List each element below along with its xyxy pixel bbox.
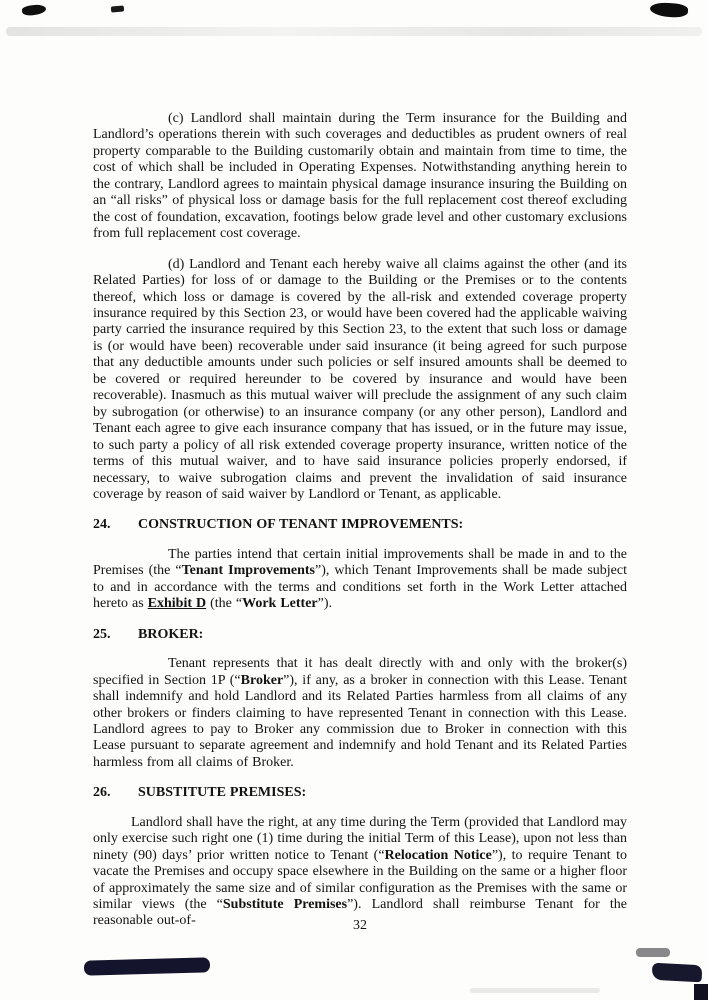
scan-artifact-bottom-mark	[636, 948, 670, 957]
page-number: 32	[353, 918, 367, 933]
text-segment: (the “	[206, 596, 243, 612]
text-segment: ”).	[317, 596, 333, 612]
section-25-heading	[93, 627, 627, 643]
paragraph-c: (c) Landlord shall maintain during the Term insurance for the Building and Landlord’s operations therein with such coverages and deductibles as prudent owners of real property comparable to the Building customarily obtain and maintain from time to time, the cost of which shall be included in Operating Expenses. Notwithstanding anything herein to the contrary, Landlord agrees to maintain physical damage insurance insuring the Building on an “all risks” of physical loss or damage basis for the full replacement cost thereof excluding the cost of foundation, excavation, footings below grade level and other customary exclusions from full replacement cost coverage.	[93, 111, 627, 242]
section-26-heading	[93, 785, 627, 801]
section-26-paragraph	[93, 815, 627, 930]
page-body	[93, 111, 627, 944]
section-25-number: 25.	[93, 626, 111, 642]
section-26-title: SUBSTITUTE PREMISES:	[138, 785, 307, 801]
text-segment: ”). Landlord shall reimburse Tenant for the reasonable out-of-	[93, 897, 627, 929]
section-24-title: CONSTRUCTION OF TENANT IMPROVEMENTS:	[138, 517, 464, 533]
scan-artifact-bottom-right	[652, 963, 703, 983]
section-24-number: 24.	[93, 517, 111, 533]
scan-artifact-top-mark	[111, 5, 124, 12]
scan-artifact-corner	[694, 984, 708, 1000]
paragraph-d: (d) Landlord and Tenant each hereby waive all claims against the other (and its Related Parties) for loss of or damage to the Building or the Premises or to the contents thereof, which loss or damage is covered by the all-risk and extended coverage property insurance required by this Section 23, or would have been covered had the applicable waiving party carried the insurance required by this Section 23, to the extent that such loss or damage is (or would have been) recoverable under said insurance (it being agreed for such purpose that any deductible amounts under such policies or self insured amounts shall be deemed to be covered or required hereunder to be covered by insurance and would have been recoverable). Inasmuch as this mutual waiver will preclude the assignment of any such claim by subrogation (or otherwise) to an insurance company (or any other person), Landlord and Tenant each agree to give each insurance company that has issued, or in the future may issue, to such party a policy of all risk extended coverage property insurance, written notice of the terms of this mutual waiver, and to have said insurance policies properly endorsed, if necessary, to waive subrogation claims and prevent the invalidation of said insurance coverage by reason of said waiver by Landlord or Tenant, as applicable.	[93, 256, 627, 502]
scan-artifact-bottom-bar	[84, 957, 210, 975]
defined-term-work-letter: Work Letter	[242, 596, 318, 612]
scan-artifact-top-band	[6, 27, 702, 36]
text-segment: ”), to require Tenant to vacate the Premises and occupy space elsewhere in the Building on the same or a higher floor of approximately the same size and of similar configuration as the Premises with the same or similar views (the “	[93, 847, 628, 913]
text-segment: ”), which Tenant Improvements shall be made subject to and in accordance with the terms and conditions set forth in the Work Letter attached hereto as	[93, 563, 627, 612]
section-25-paragraph	[93, 656, 627, 771]
section-24-paragraph	[93, 547, 627, 613]
text-segment: ”), if any, as a broker in connection with this Lease. Tenant shall indemnify and hold Landlord and its Related Parties harmless from all claims of any other brokers or finders claiming to have represented Tenant in connection with this Lease. Landlord agrees to pay to Broker any commission due to Broker in connection with this Lease pursuant to separate agreement and indemnify and hold Tenant and its Related Parties harmless from all claims of Broker.	[93, 672, 627, 770]
scan-artifact-bottom-smudge	[470, 988, 600, 993]
section-25-title: BROKER:	[138, 626, 204, 642]
defined-term-substitute-premises: Substitute Premises	[222, 897, 348, 913]
defined-term-tenant-improvements: Tenant Improvements	[181, 563, 315, 579]
defined-term-relocation-notice: Relocation Notice	[384, 847, 492, 863]
scan-artifact-top-right	[650, 2, 689, 19]
scan-artifact-top-left	[21, 3, 46, 16]
text-segment: The parties intend that certain initial improvements shall be made in and to the Premises (the “	[93, 546, 627, 579]
text-segment: Landlord shall have the right, at any time during the Term (provided that Landlord may only exercise such right one (1) time during the initial Term of this Lease), upon not less than ninety (90) days’ prior written notice to Tenant (“	[93, 814, 628, 863]
section-26-number: 26.	[93, 785, 111, 801]
defined-term-broker: Broker	[240, 672, 284, 688]
exhibit-d-reference: Exhibit D	[147, 596, 207, 612]
section-24-heading	[93, 517, 627, 533]
text-segment: Tenant represents that it has dealt directly with and only with the broker(s) specified in Section 1P (“	[93, 656, 627, 688]
